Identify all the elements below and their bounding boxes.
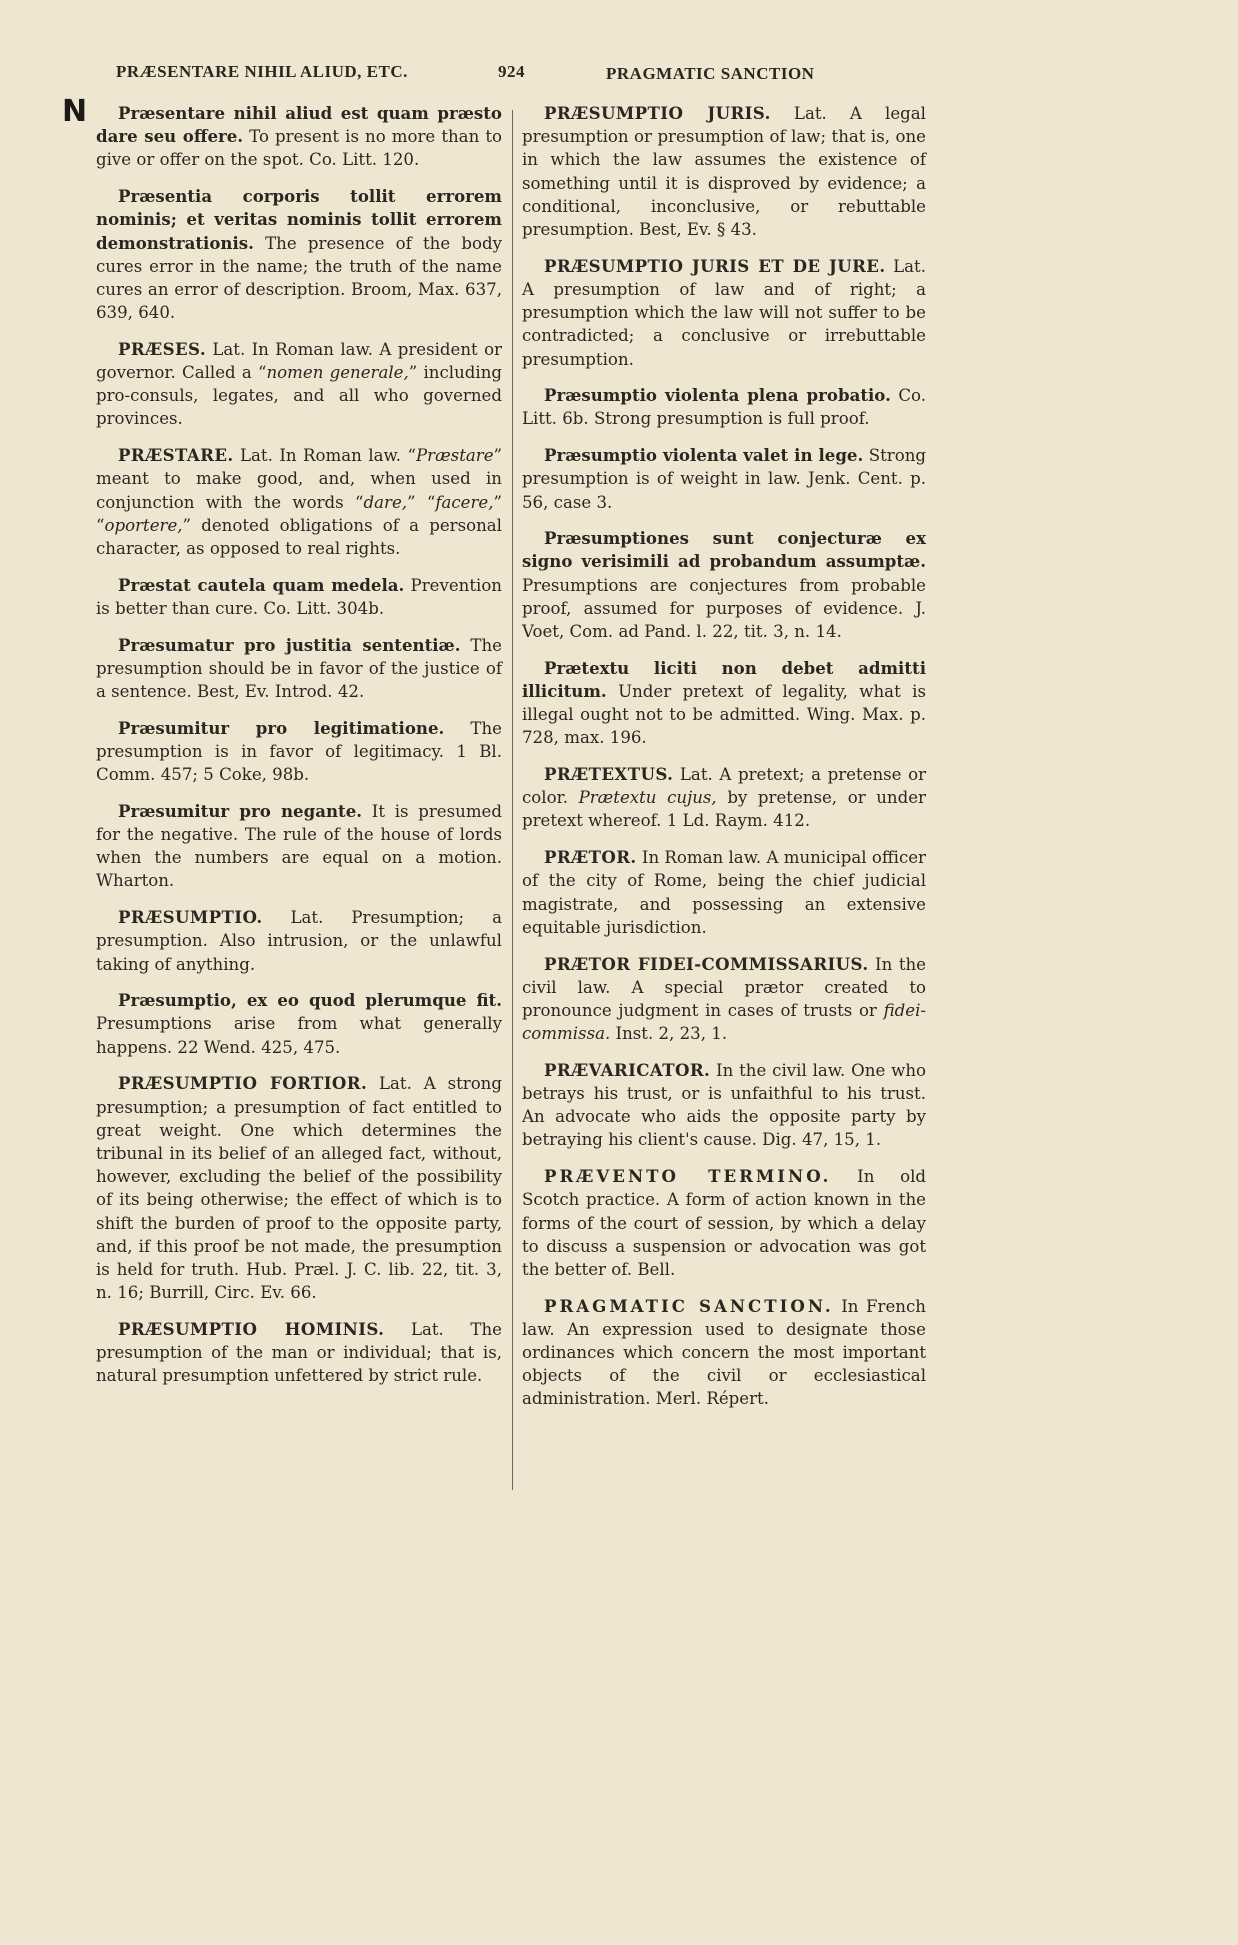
header-left-title: PRÆSENTARE NIHIL ALIUD, ETC. [116, 62, 408, 81]
entry-praesumptio: PRÆSUMPTIO. Lat. Presumption; a presumption. Also intrusion, or the unlawful taking of anything. [96, 907, 502, 974]
right-column [522, 102, 926, 1424]
entry-praevento-termino: PRÆVENTO TERMINO. In old Scotch practice. A form of action known in the forms of the court of session, by which a delay to discuss a suspension or advocation was got the better of. Bell. [522, 1166, 927, 1279]
column-divider [512, 110, 513, 1490]
entry-praevaricator: PRÆVARICATOR. In the civil law. One who betrays his trust, or is unfaithful to his trust. An advocate who aids the opposite party by betraying his client's cause. Dig. 47, 15, 1. [522, 1059, 926, 1150]
entry-praesumitur-legitimatione: Præsumitur pro legitimatione. The presumption is in favor of legitimacy. 1 Bl. Comm. 457; 5 Coke, 98b. [96, 717, 502, 785]
page-number: 924 [498, 62, 525, 81]
running-header [0, 62, 998, 90]
entry-praetor: PRÆTOR. In Roman law. A municipal officer of the city of Rome, being the chief judicial magistrate, and possessing an extensive equitable jurisdiction. [522, 847, 926, 937]
entry-praesentare: Præsentare nihil aliud est quam præsto dare seu offere. To present is no more than to give or offer on the spot. Co. Litt. 120. [96, 103, 502, 170]
left-column [96, 102, 502, 1401]
entry-praesumitur-negante: Præsumitur pro negante. It is presumed for the negative. The rule of the house of lords when the numbers are equal on a motion. Wharton. [96, 800, 503, 891]
header-right-title: PRAGMATIC SANCTION [606, 64, 815, 83]
entry-praesumptiones: Præsumptiones sunt conjecturæ ex signo verisimili ad probandum assumptæ. Presumptions are conjectures from probable proof, assumed for purposes of evidence. J. Voet, Com. ad Pand. l. 22, tit. 3, n. 14. [522, 528, 926, 642]
entry-praetextus: PRÆTEXTUS. Lat. A pretext; a pretense or color. Prætextu cujus, by pretense, or under pretext whereof. 1 Ld. Raym. 412. [522, 764, 926, 831]
entry-praestare: PRÆSTARE. Lat. In Roman law. “Præstare” meant to make good, and, when used in conjunction with the words “dare,” “facere,” “oportere,” denoted obligations of a personal character, as opposed to real rights. [96, 445, 503, 558]
entry-praesumptio-violenta-valet: Præsumptio violenta valet in lege. Strong presumption is of weight in law. Jenk. Cent. p. 56, case 3. [522, 445, 927, 512]
entry-praetextu: Prætextu liciti non debet admitti illicitum. Under pretext of legality, what is illegal ought not to be admitted. Wing. Max. p. 728, max. 196. [522, 657, 926, 748]
entry-praeses: PRÆSES. Lat. In Roman law. A president or governor. Called a “nomen generale,” including pro-consuls, legates, and all who governed provinces. [96, 338, 502, 429]
entry-praesumptio-hominis: PRÆSUMPTIO HOMINIS. Lat. The presumption of the man or individual; that is, natural presumption unfettered by strict rule. [96, 1318, 502, 1386]
entry-praesumptio-juris-et-de-jure: PRÆSUMPTIO JURIS ET DE JURE. Lat. A presumption of law and of right; a presumption which the law will not suffer to be contradicted; a conclusive or irrebuttable presumption. [522, 255, 926, 369]
entry-praesentia: Præsentia corporis tollit errorem nominis; et veritas nominis tollit errorem demonstrationis. The presence of the body cures error in the name; the truth of the name cures an error of description. Broom, Max. 637, 639, 640. [96, 186, 502, 323]
entry-praestat: Præstat cautela quam medela. Prevention is better than cure. Co. Litt. 304b. [96, 574, 502, 618]
entry-praesumptio-ex-eo: Præsumptio, ex eo quod plerumque fit. Presumptions arise from what generally happens. 22 Wend. 425, 475. [96, 990, 502, 1057]
entry-praetor-fidei-commissarius: PRÆTOR FIDEI-COMMISSARIUS. In the civil law. A special prætor created to pronounce judgment in cases of trusts or fidei-commissa. Inst. 2, 23, 1. [522, 953, 926, 1044]
thumb-index-letter: N [62, 94, 88, 129]
entry-praesumptio-violenta-plena: Præsumptio violenta plena probatio. Co. Litt. 6b. Strong presumption is full proof. [522, 385, 926, 429]
entry-pragmatic-sanction: PRAGMATIC SANCTION. In French law. An expression used to designate those ordinances which concern the most important objects of the civil or ecclesiastical administration. Merl. Répert. [522, 1295, 926, 1409]
entry-praesumptio-fortior: PRÆSUMPTIO FORTIOR. Lat. A strong presumption; a presumption of fact entitled to great weight. One which determines the tribunal in its belief of an alleged fact, without, however, excluding the belief of the possibility of its being otherwise; the effect of which is to shift the burden of proof to the opposite party, and, if this proof be not made, the presumption is held for truth. Hub. Præl. J. C. lib. 22, tit. 3, n. 16; Burrill, Circ. Ev. 66. [96, 1073, 502, 1303]
entry-praesumatur: Præsumatur pro justitia sententiæ. The presumption should be in favor of the justice of a sentence. Best, Ev. Introd. 42. [96, 634, 502, 701]
entry-praesumptio-juris: PRÆSUMPTIO JURIS. Lat. A legal presumption or presumption of law; that is, one in which the law assumes the existence of something until it is disproved by evidence; a conditional, inconclusive, or rebuttable presumption. Best, Ev. § 43. [522, 103, 926, 240]
